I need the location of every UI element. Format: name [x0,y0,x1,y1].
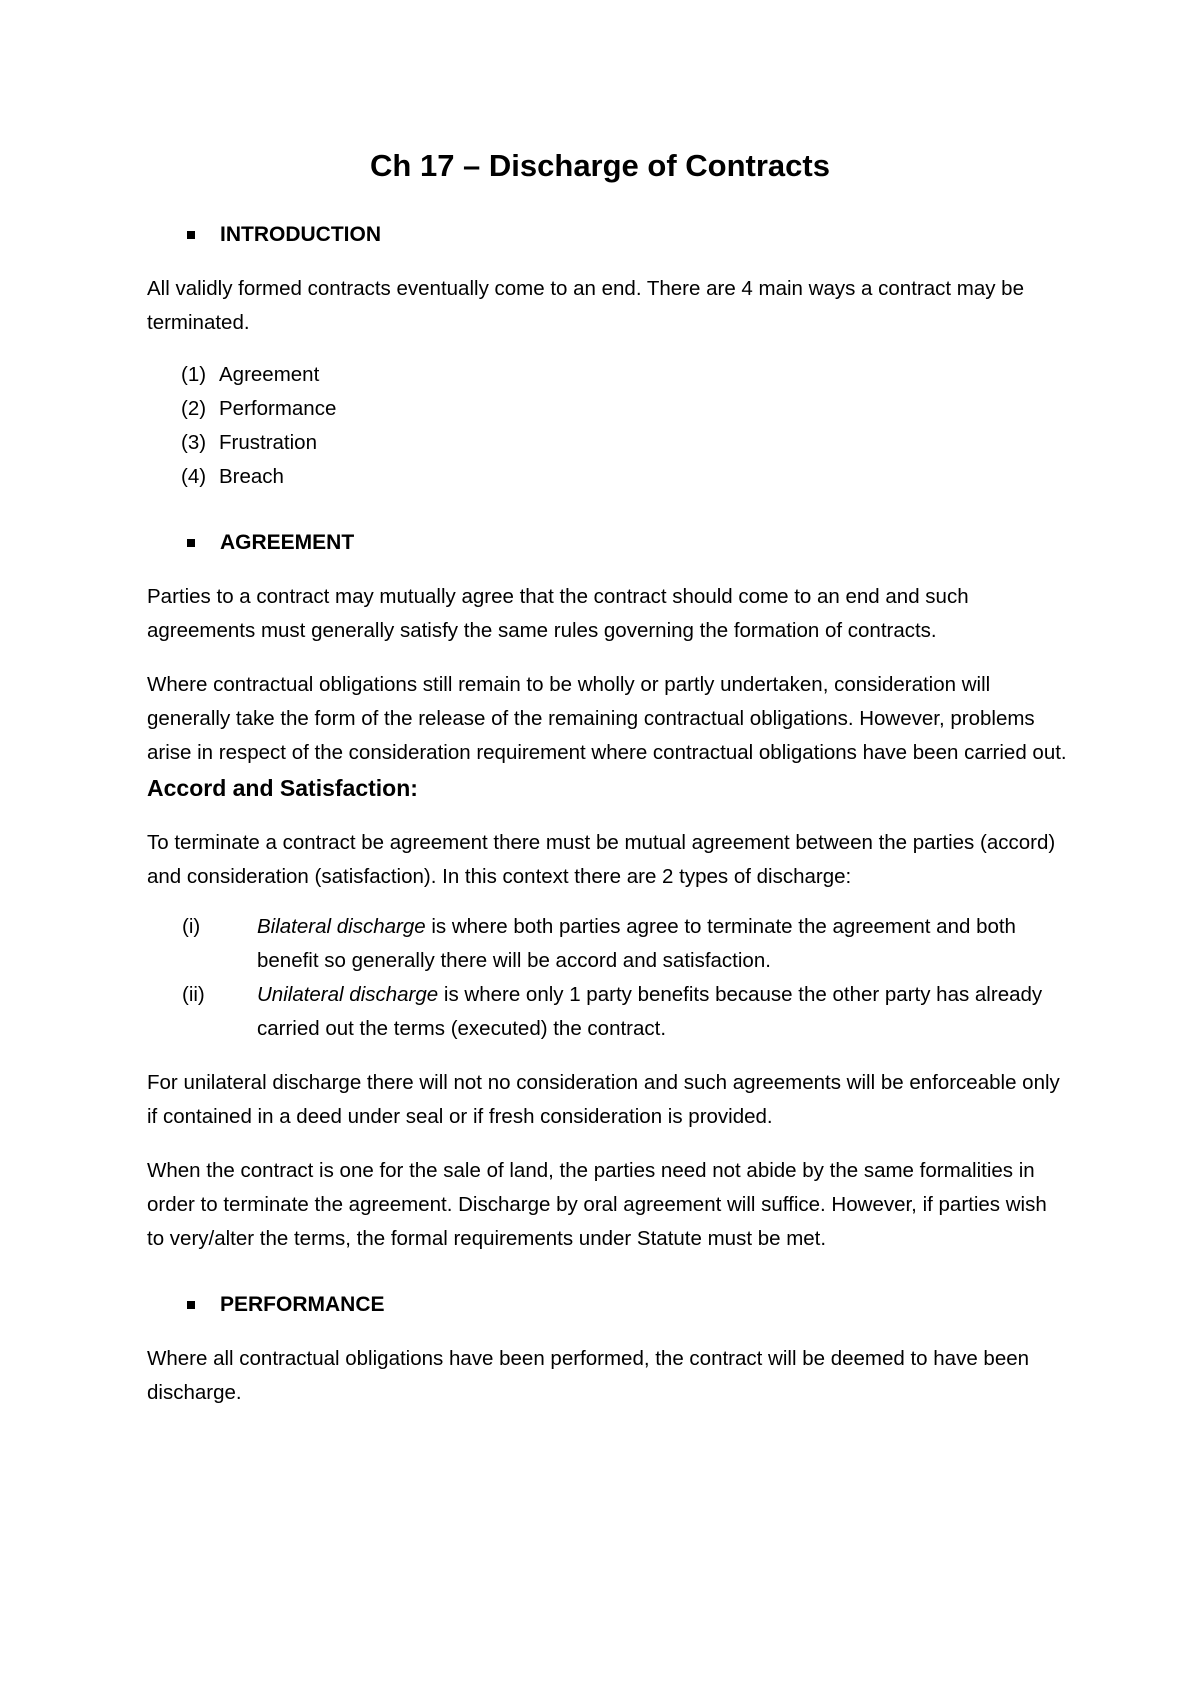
square-bullet-icon [187,539,195,547]
list-item-number: (1) [181,363,207,386]
list-item-text: Breach [219,465,284,488]
list-item-text: Performance [219,397,337,420]
section-heading-agreement [147,526,1067,560]
list-item [181,426,1067,460]
list-item-text: Agreement [219,363,320,386]
section-heading-label: INTRODUCTION [220,223,381,246]
list-item [181,358,1067,392]
discharge-types-list [147,910,1067,1046]
section-heading-introduction [147,218,1067,252]
introduction-paragraph: All validly formed contracts eventually come to an end. There are 4 main ways a contract may be terminated. [147,277,1024,334]
document-body [147,218,1067,1410]
square-bullet-icon [187,1301,195,1309]
list-item-term: Unilateral discharge [257,983,439,1006]
termination-methods-list [147,358,1067,494]
page-title: Ch 17 – Discharge of Contracts [370,148,830,183]
square-bullet-icon [187,231,195,239]
list-item-text: Frustration [219,431,317,454]
list-item-term: Bilateral discharge [257,915,426,938]
performance-paragraph: Where all contractual obligations have been performed, the contract will be deemed to have been discharge. [147,1347,1030,1404]
agreement-paragraph-1: Parties to a contract may mutually agree that the contract should come to an end and such agreements must generally satisfy the same rules governing the formation of contracts. [147,585,969,642]
list-item-text: is where both parties agree to terminate the agreement and both benefit so generally there will be accord and satisfaction. [257,915,1016,972]
list-item-text: is where only 1 party benefits because the other party has already carried out the terms (executed) the contract. [257,983,1043,1040]
agreement-paragraph-2: Where contractual obligations still remain to be wholly or partly undertaken, consideration will generally take the form of the release of the remaining contractual obligations. However, problems arise in respect of the consideration requirement where contractual obligations have been carried out. [147,673,1067,764]
accord-intro-paragraph: To terminate a contract be agreement there must be mutual agreement between the parties (accord) and consideration (satisfaction). In this context there are 2 types of discharge: [147,831,1056,888]
section-heading-label: AGREEMENT [220,531,355,554]
list-item [181,392,1067,426]
accord-paragraph-2: When the contract is one for the sale of land, the parties need not abide by the same formalities in order to terminate the agreement. Discharge by oral agreement will suffice. However, if parties wish to very/alter the terms, the formal requirements under Statute must be met. [147,1159,1047,1250]
subsection-heading-accord: Accord and Satisfaction: [147,775,418,801]
list-item [147,978,1067,1046]
list-item [181,460,1067,494]
list-item-number: (4) [181,465,207,488]
list-item [147,910,1067,978]
list-item-number: (2) [181,397,207,420]
section-heading-label: PERFORMANCE [220,1293,385,1316]
list-item-number: (ii) [182,983,205,1006]
list-item-number: (i) [182,915,201,938]
accord-paragraph-1: For unilateral discharge there will not no consideration and such agreements will be enforceable only if contained in a deed under seal or if fresh consideration is provided. [147,1071,1060,1128]
list-item-number: (3) [181,431,207,454]
section-heading-performance [147,1288,1067,1322]
